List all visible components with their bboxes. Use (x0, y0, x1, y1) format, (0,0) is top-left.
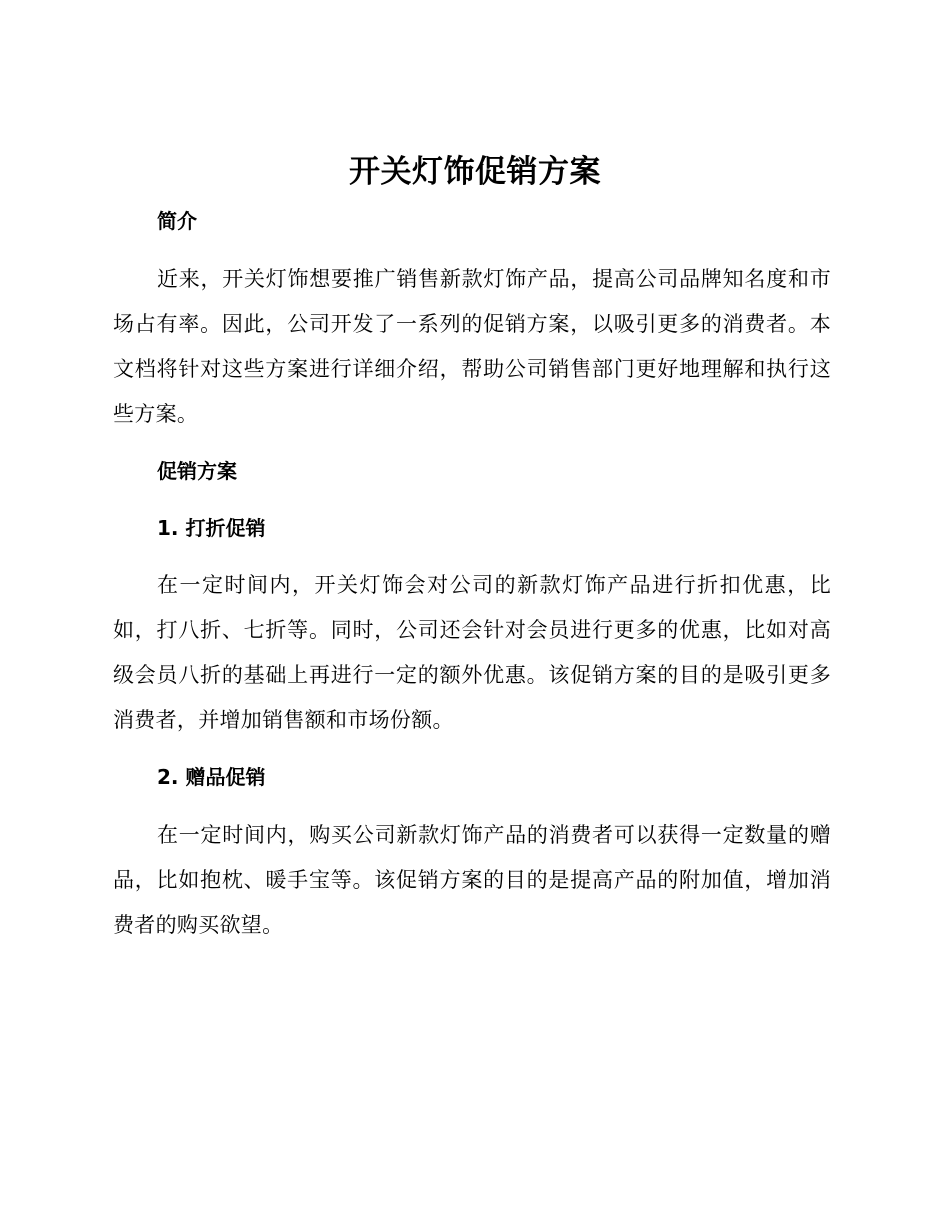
section-heading-intro: 简介 (157, 209, 197, 233)
section-heading-discount: 1. 打折促销 (157, 516, 266, 540)
gift-paragraph: 在一定时间内，购买公司新款灯饰产品的消费者可以获得一定数量的赠品，比如抱枕、暖手宝等。该促销方案的目的是提高产品的附加值，增加消费者的购买欲望。 (113, 823, 831, 937)
section-heading-promotions: 促销方案 (157, 459, 237, 483)
discount-paragraph: 在一定时间内，开关灯饰会对公司的新款灯饰产品进行折扣优惠，比如，打八折、七折等。同时，公司还会针对会员进行更多的优惠，比如对高级会员八折的基础上再进行一定的额外优惠。该促销方案的目的是吸引更多消费者，并增加销售额和市场份额。 (113, 573, 831, 732)
section-heading-gift: 2. 赠品促销 (157, 765, 266, 789)
intro-paragraph: 近来，开关灯饰想要推广销售新款灯饰产品，提高公司品牌知名度和市场占有率。因此，公司开发了一系列的促销方案，以吸引更多的消费者。本文档将针对这些方案进行详细介绍，帮助公司销售部门更好地理解和执行这些方案。 (113, 267, 831, 426)
document-title: 开关灯饰促销方案 (349, 154, 601, 190)
